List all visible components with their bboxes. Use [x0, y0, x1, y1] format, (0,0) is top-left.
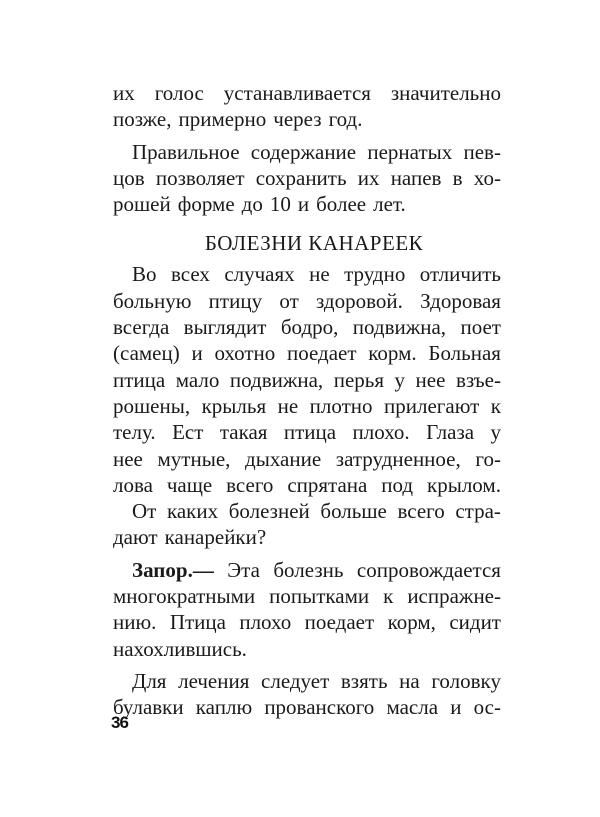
text-line: больную птицу от здоровой. Здоровая [113, 288, 501, 313]
text-line: дают канарейки? [113, 525, 267, 550]
text-line: Для лечения следует взять на головку [132, 668, 501, 693]
paragraph [113, 498, 501, 551]
text-line: Запор.— Эта болезнь сопровождается [132, 557, 501, 582]
paragraph-constipation [113, 557, 501, 662]
text-line: телу. Ест такая птица плохо. Глаза у [113, 420, 501, 445]
text-line: От каких болезней больше всего стра- [132, 499, 501, 524]
text-line: птица мало подвижна, перья у нее взъе- [113, 367, 501, 392]
text-line: Правильное содержание пернатых пев- [132, 139, 501, 164]
text-line: нию. Птица плохо поедает корм, сидит [113, 610, 501, 635]
text-line: рошей форме до 10 и более лет. [113, 192, 406, 217]
text-line: булавки каплю прованского масла и ос- [113, 695, 501, 720]
text-line: многократными попытками к испражне- [113, 584, 501, 609]
text-line: лова чаще всего спрятана под крылом. [113, 472, 501, 497]
bold-term: Запор.— [132, 557, 214, 582]
paragraph [113, 139, 501, 218]
text-line: рошены, крылья не плотно прилегают к [113, 393, 501, 418]
page-number: 36 [111, 713, 128, 732]
text-line: нее мутные, дыхание затрудненное, го- [113, 446, 501, 471]
text-line: всегда выглядит бодро, подвижна, поет [113, 315, 501, 340]
paragraph [113, 668, 501, 721]
text-line: Во всех случаях не трудно отличить [132, 262, 501, 287]
text-line: их голос устанавливается значительно [113, 81, 501, 105]
section-heading: БОЛЕЗНИ КАНАРЕЕК [204, 231, 424, 256]
text-line: позже, примерно через год. [113, 107, 363, 132]
paragraph-continued [113, 80, 501, 133]
paragraph [113, 261, 501, 498]
text-line: цов позволяет сохранить их напев в хо- [113, 165, 501, 190]
text-line: (самец) и охотно поедает корм. Больная [113, 341, 501, 366]
text-line: нахохлившись. [113, 636, 247, 661]
book-page-text [113, 80, 501, 721]
